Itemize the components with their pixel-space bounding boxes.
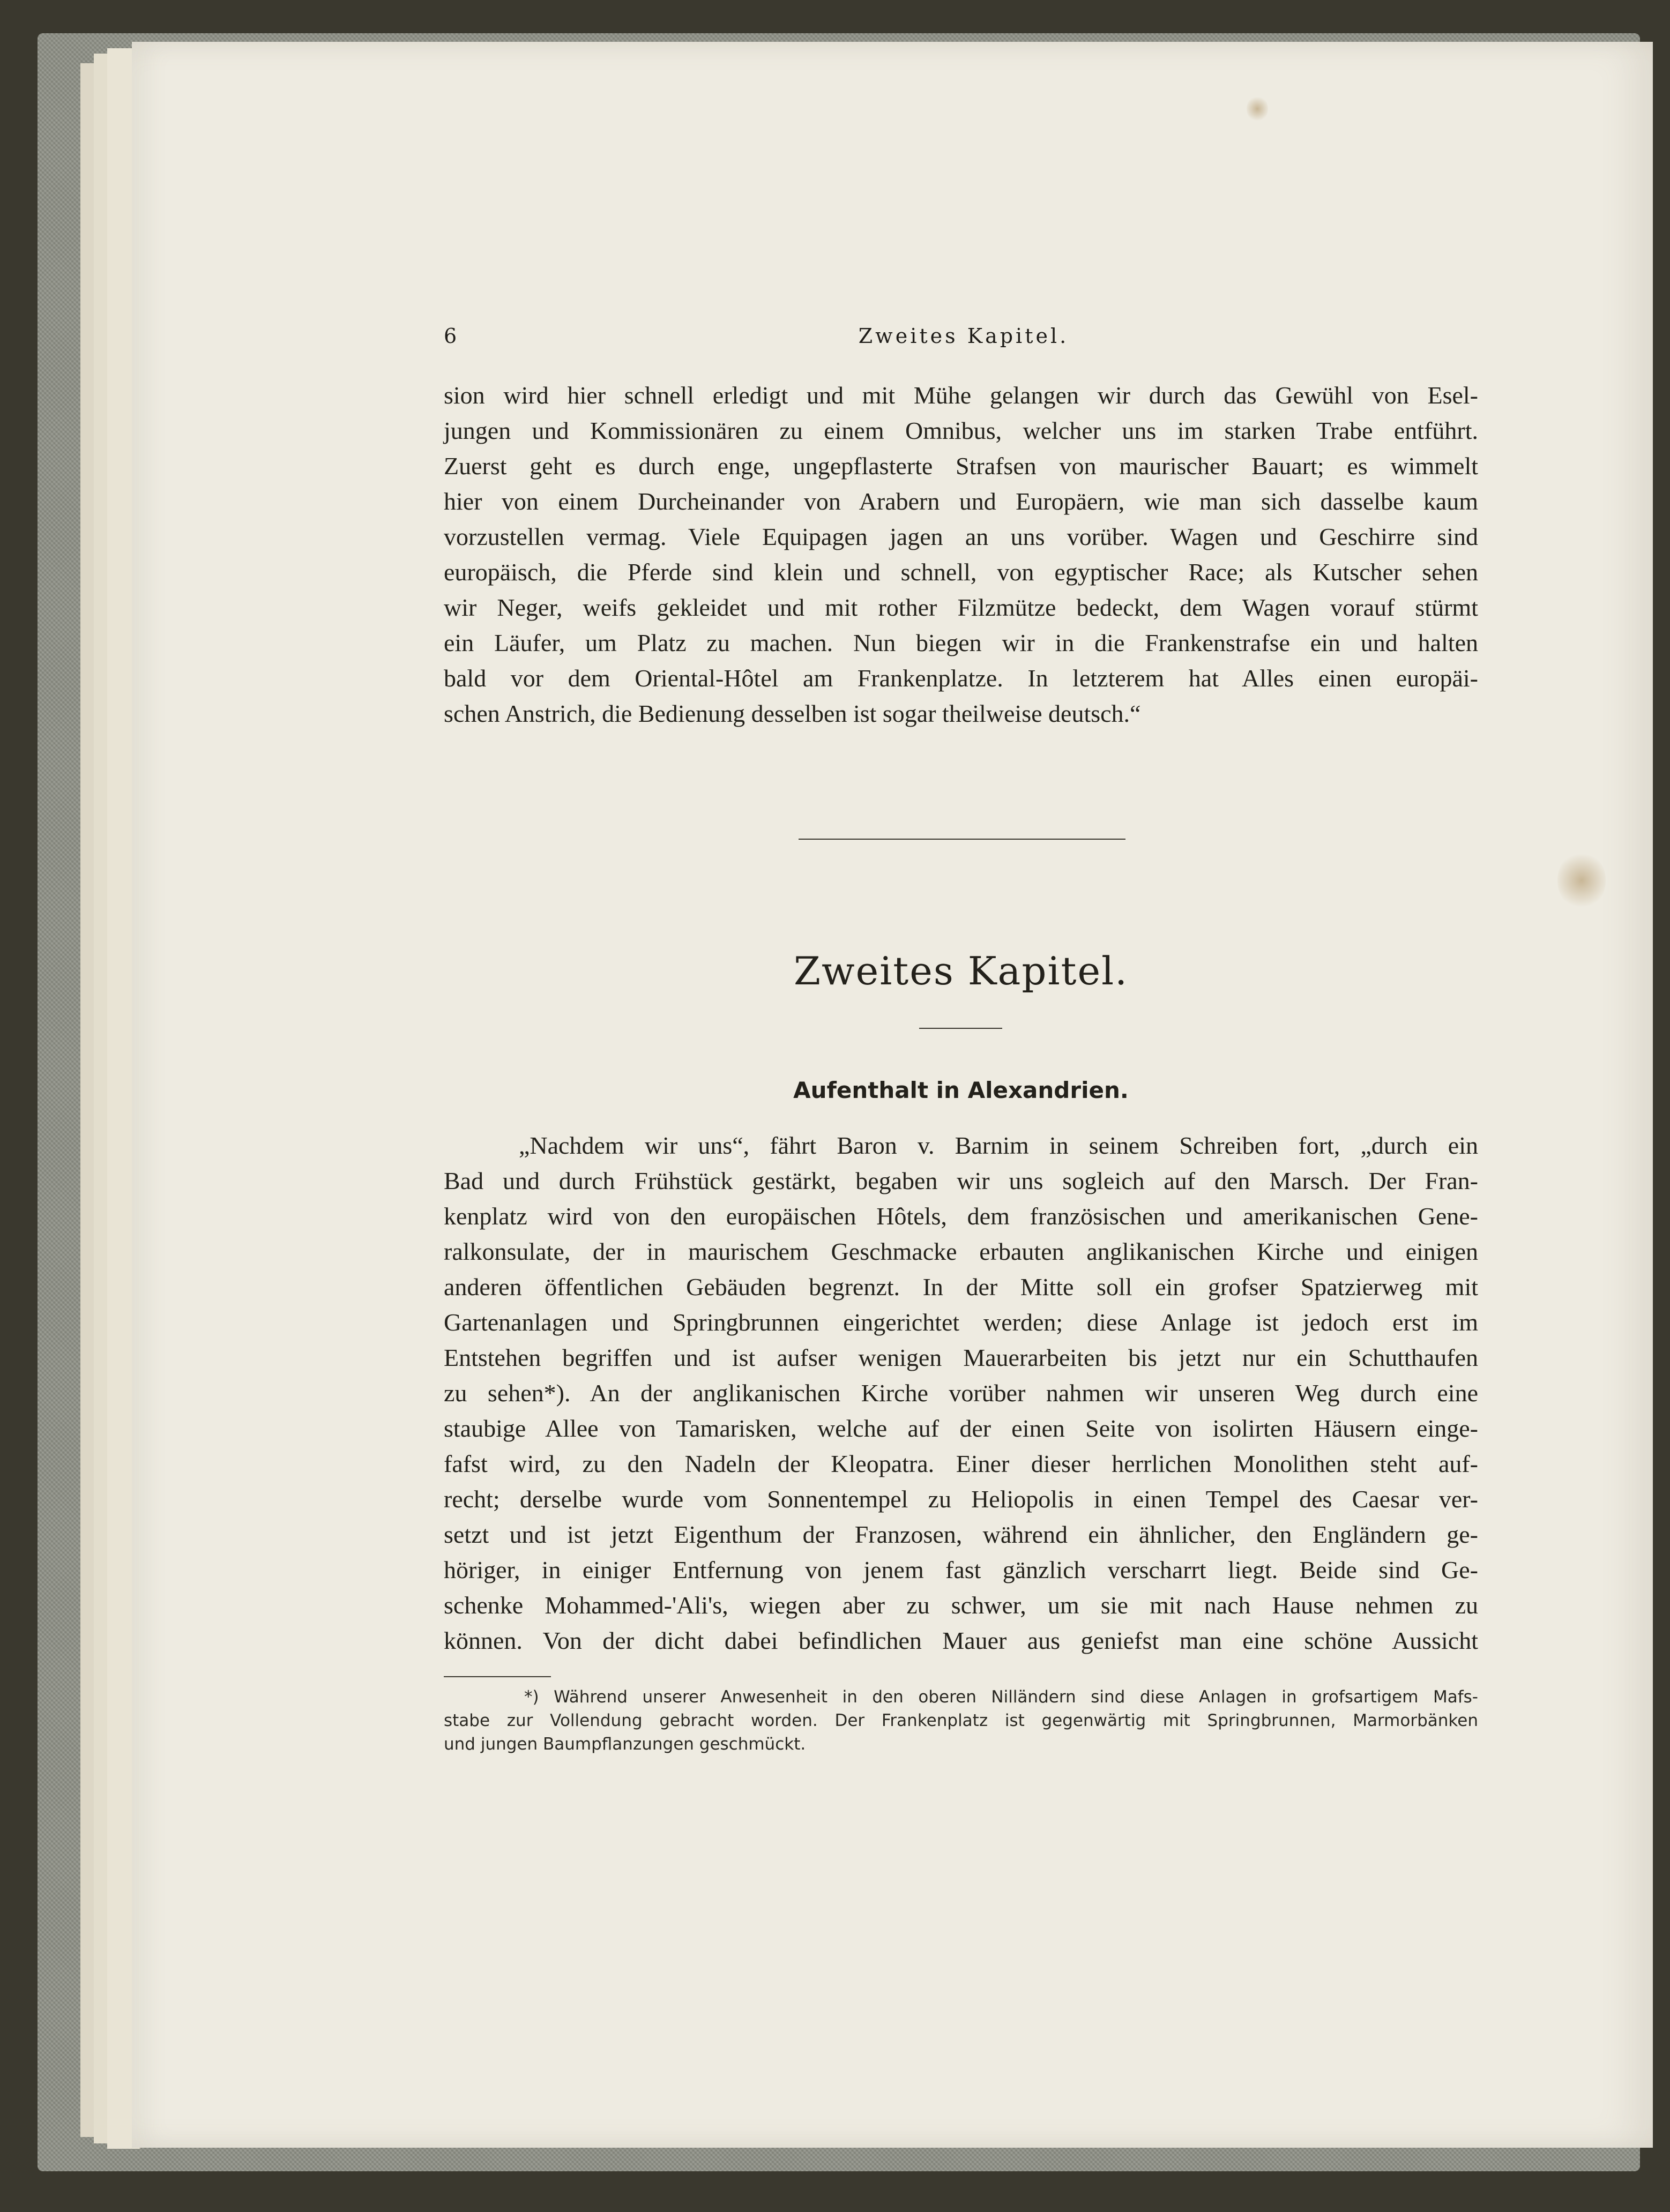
stain-spot bbox=[1247, 95, 1268, 122]
text-line: schenke Mohammed-'Ali's, wiegen aber zu schwer, um sie mit nach Hause nehmen zu bbox=[444, 1591, 1478, 1619]
footnote-line: stabe zur Vollendung gebracht worden. Der Frankenplatz ist gegenwärtig mit Springbrunnen, Marmorbänken bbox=[444, 1711, 1478, 1730]
text-line: Gartenanlagen und Springbrunnen eingerichtet werden; diese Anlage ist jedoch erst im bbox=[444, 1309, 1478, 1336]
text-line: setzt und ist jetzt Eigenthum der Franzosen, während ein ähnlicher, den Engländern ge- bbox=[444, 1521, 1478, 1548]
text-line: sion wird hier schnell erledigt und mit Mühe gelangen wir durch das Gewühl von Esel- bbox=[444, 382, 1478, 409]
section-divider bbox=[799, 839, 1125, 840]
text-line: Zuerst geht es durch enge, ungepflasterte Strafsen von maurischer Bauart; es wimmelt bbox=[444, 452, 1478, 480]
section-title: Aufenthalt in Alexandrien. bbox=[793, 1077, 1129, 1103]
text-line: europäisch, die Pferde sind klein und schnell, von egyptischer Race; als Kutscher sehen bbox=[444, 558, 1478, 586]
text-line: Bad und durch Frühstück gestärkt, begaben wir uns sogleich auf den Marsch. Der Fran- bbox=[444, 1167, 1478, 1194]
text-line: hier von einem Durcheinander von Arabern und Europäern, wie man sich dasselbe kaum bbox=[444, 488, 1478, 515]
text-line: kenplatz wird von den europäischen Hôtels, dem französischen und amerikanischen Gene- bbox=[444, 1202, 1478, 1230]
stain-spot bbox=[1557, 851, 1606, 910]
text-line: schen Anstrich, die Bedienung desselben ist sogar theilweise deutsch.“ bbox=[444, 700, 1141, 727]
text-line: zu sehen*). An der anglikanischen Kirche vorüber nahmen wir unseren Weg durch eine bbox=[444, 1379, 1478, 1407]
text-line: anderen öffentlichen Gebäuden begrenzt. In der Mitte soll ein grofser Spatzierweg mit bbox=[444, 1273, 1478, 1301]
footnote-rule bbox=[444, 1676, 551, 1677]
text-line: können. Von der dicht dabei befindlichen Mauer aus geniefst man eine schöne Aussicht bbox=[444, 1627, 1478, 1654]
text-line: jungen und Kommissionären zu einem Omnibus, welcher uns im starken Trabe entführt. bbox=[444, 417, 1478, 444]
paragraph-continued bbox=[444, 378, 1478, 731]
text-line: staubige Allee von Tamarisken, welche auf der einen Seite von isolirten Häusern einge- bbox=[444, 1415, 1478, 1442]
text-line: bald vor dem Oriental-Hôtel am Frankenplatze. In letzterem hat Alles einen europäi- bbox=[444, 664, 1478, 692]
running-title: Zweites Kapitel. bbox=[858, 324, 1069, 348]
text-line: wir Neger, weifs gekleidet und mit rother Filzmütze bedeckt, dem Wagen vorauf stürmt bbox=[444, 594, 1478, 621]
text-line: ein Läufer, um Platz zu machen. Nun biegen wir in die Frankenstrafse ein und halten bbox=[444, 629, 1478, 656]
footnote bbox=[444, 1685, 1478, 1756]
text-line: recht; derselbe wurde vom Sonnentempel zu Heliopolis in einen Tempel des Caesar ver- bbox=[444, 1485, 1478, 1513]
running-head bbox=[444, 324, 1483, 351]
paragraph bbox=[444, 1128, 1478, 1658]
text-line: höriger, in einiger Entfernung von jenem fast gänzlich verscharrt liegt. Beide sind Ge- bbox=[444, 1556, 1478, 1583]
text-line: fafst wird, zu den Nadeln der Kleopatra. Einer dieser herrlichen Monolithen steht auf- bbox=[444, 1450, 1478, 1477]
footnote-line: *) Während unserer Anwesenheit in den oberen Nilländern sind diese Anlagen in grofsartigem Mafs- bbox=[524, 1687, 1478, 1707]
heading-rule bbox=[919, 1028, 1002, 1029]
footnote-line: und jungen Baumpflanzungen geschmückt. bbox=[444, 1735, 806, 1754]
text-line: vorzustellen vermag. Viele Equipagen jagen an uns vorüber. Wagen und Geschirre sind bbox=[444, 523, 1478, 550]
text-line: ralkonsulate, der in maurischem Geschmacke erbauten anglikanischen Kirche und einigen bbox=[444, 1238, 1478, 1265]
text-line: „Nachdem wir uns“, fährt Baron v. Barnim in seinem Schreiben fort, „durch ein bbox=[519, 1132, 1478, 1159]
text-line: Entstehen begriffen und ist aufser wenigen Mauerarbeiten bis jetzt nur ein Schutthaufen bbox=[444, 1344, 1478, 1371]
chapter-heading: Zweites Kapitel. bbox=[794, 948, 1128, 993]
page-number: 6 bbox=[444, 324, 457, 348]
